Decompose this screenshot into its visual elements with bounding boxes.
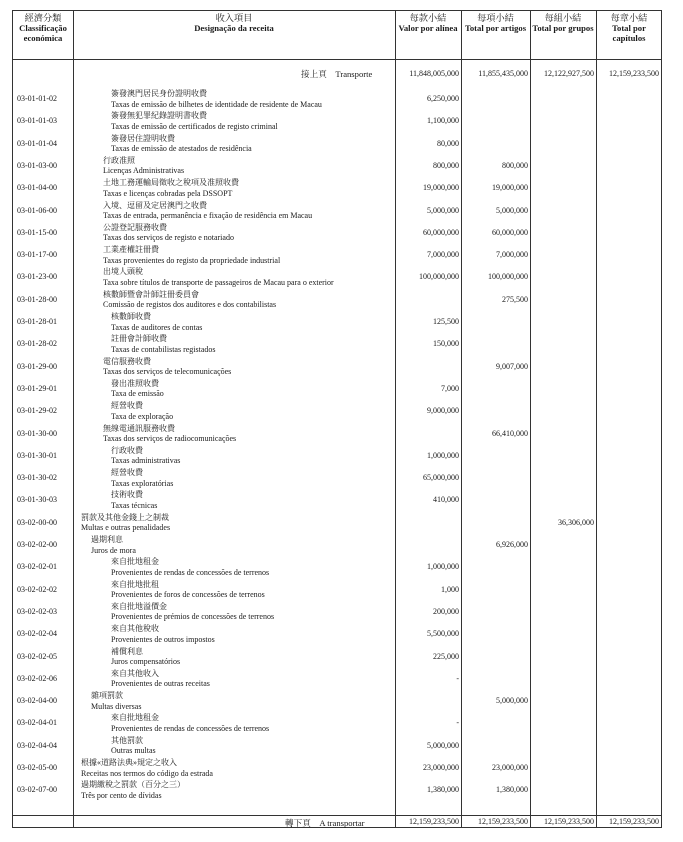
header-classification-zh: 經濟分類: [24, 13, 62, 23]
row-designation-pt: Outras multas: [111, 746, 156, 756]
row-designation-pt: Juros compensatórios: [111, 657, 181, 666]
row-code: 03-01-29-00: [17, 361, 57, 371]
row-designation: [91, 535, 136, 556]
row-designation: [103, 156, 184, 177]
row-artigos-value: 5,000,000: [496, 205, 528, 215]
row-designation-pt: Três por cento de dívidas: [81, 790, 162, 800]
row-designation-zh: 來自其他稅收: [111, 624, 159, 634]
row-alinea-value: 80,000: [437, 138, 459, 148]
row-alinea-value: 125,500: [433, 317, 459, 326]
row-code: 03-01-30-01: [17, 450, 57, 460]
row-designation-zh: 補償利息: [111, 646, 143, 656]
row-alinea-value: -: [456, 673, 459, 683]
header-artigos-zh: 每項小結: [477, 13, 514, 23]
row-designation-pt: Provenientes de outros impostos: [111, 634, 215, 644]
row-designation-zh: 行政收費: [111, 445, 143, 455]
row-code: 03-02-02-03: [17, 606, 57, 616]
row-alinea-value: 200,000: [433, 606, 459, 616]
transport-in-label: [301, 68, 372, 80]
row-designation-zh: 核數師收費: [111, 312, 151, 321]
row-designation: [81, 513, 170, 534]
row-designation: [111, 713, 269, 734]
transport-out-capitulos: 12,159,233,500: [609, 817, 659, 826]
row-artigos-value: 100,000,000: [488, 272, 528, 282]
row-alinea-value: 800,000: [433, 160, 459, 170]
row-alinea-value: 23,000,000: [423, 763, 459, 772]
row-designation-pt: Provenientes de prémios de concessões de terrenos: [111, 612, 275, 622]
transport-in-alinea: 11,848,005,000: [409, 69, 459, 78]
row-designation: [111, 312, 202, 333]
row-designation: [111, 557, 269, 578]
row-designation-pt: Provenientes de rendas de concessões de terrenos: [111, 567, 270, 577]
row-designation: [91, 691, 141, 712]
row-code: 03-02-02-04: [17, 629, 57, 639]
row-code: 03-02-05-00: [17, 763, 57, 772]
row-designation-pt: Taxas dos serviços de radiocomunicações: [103, 434, 237, 443]
row-designation: [103, 245, 280, 266]
transport-out-label-zh: 轉下頁: [285, 818, 311, 828]
row-designation-pt: Provenientes de foros de concessões de terrenos: [111, 590, 265, 600]
transport-in-grupos: 12,122,927,500: [544, 69, 594, 78]
row-alinea-value: 1,000,000: [427, 450, 459, 460]
row-artigos-value: 275,500: [502, 294, 528, 304]
row-alinea-value: 5,500,000: [427, 629, 459, 639]
column-divider: [73, 11, 74, 827]
column-divider: [395, 11, 396, 827]
row-designation-pt: Juros de mora: [91, 545, 136, 555]
row-designation-zh: 土地工務運輸局徵收之稅項及准照收費: [103, 178, 239, 188]
transport-out-grupos: 12,159,233,500: [544, 817, 594, 826]
row-designation-zh: 罰款及其他金錢上之制裁: [81, 512, 169, 522]
row-designation-pt: Taxas de emissão de certificados de registo criminal: [111, 121, 278, 131]
row-designation-zh: 發出准照收費: [111, 378, 159, 388]
row-alinea-value: 6,250,000: [427, 94, 459, 103]
row-designation-zh: 來自批地租金: [111, 557, 159, 567]
row-designation-zh: 公證登記服務收費: [103, 222, 167, 232]
row-designation-pt: Comissão de registos dos auditores e dos contabilistas: [103, 300, 277, 310]
row-designation-zh: 行政准照: [103, 155, 135, 165]
row-code: 03-01-30-02: [17, 473, 57, 483]
row-designation-zh: 入境、逗留及定居澳門之收費: [103, 200, 207, 210]
row-code: 03-02-02-05: [17, 651, 57, 661]
row-alinea-value: 5,000,000: [427, 740, 459, 750]
row-designation-pt: Taxa sobre títulos de transporte de passageiros de Macau para o exterior: [103, 277, 334, 287]
row-designation-zh: 過期繳稅之罰款（百分之三）: [81, 780, 185, 790]
row-code: 03-02-02-06: [17, 673, 57, 683]
row-artigos-value: 5,000,000: [496, 696, 528, 706]
row-designation: [111, 669, 210, 690]
header-designation: [73, 13, 395, 59]
row-artigos-value: 19,000,000: [492, 183, 528, 193]
row-code: 03-01-29-02: [17, 406, 57, 416]
row-designation: [111, 580, 265, 601]
header-grupos-zh: 每組小結: [544, 13, 582, 23]
row-designation-zh: 雜項罰款: [91, 691, 123, 701]
row-designation-pt: Taxas de contabilistas registados: [111, 344, 216, 354]
row-designation: [111, 490, 157, 511]
header-grupos-pt: Total por grupos: [532, 23, 594, 33]
row-designation-zh: 核數師暨會計師註冊委員會: [103, 289, 199, 299]
footer-divider: [13, 815, 661, 816]
row-code: 03-02-02-00: [17, 540, 57, 549]
row-designation: [111, 111, 278, 132]
row-designation: [103, 267, 334, 288]
header-designation-zh: 收入項目: [215, 13, 253, 23]
row-designation: [103, 424, 236, 445]
header-designation-pt: Designação da receita: [194, 23, 274, 33]
row-designation-pt: Taxa de emissão: [111, 389, 164, 399]
row-designation-pt: Taxas e licenças cobradas pela DSSOPT: [103, 188, 233, 198]
row-alinea-value: 1,000,000: [427, 562, 459, 572]
row-designation: [111, 446, 180, 467]
row-designation-pt: Taxas provenientes do registo da propriedade industrial: [103, 255, 281, 265]
row-alinea-value: 7,000: [441, 383, 459, 393]
row-designation: [103, 357, 231, 378]
column-divider: [596, 11, 597, 827]
row-designation: [111, 602, 274, 623]
row-code: 03-01-30-00: [17, 428, 57, 438]
header-alinea-pt: Valor por alínea: [398, 23, 458, 33]
row-alinea-value: 65,000,000: [423, 473, 459, 483]
row-designation-pt: Taxas administrativas: [111, 456, 181, 466]
row-code: 03-01-01-03: [17, 116, 57, 126]
row-designation: [111, 401, 173, 422]
row-designation-pt: Taxas de emissão de atestados de residência: [111, 144, 252, 154]
row-designation: [111, 468, 173, 489]
header-artigos-pt: Total por artigos: [464, 23, 527, 33]
row-alinea-value: -: [456, 718, 459, 728]
row-artigos-value: 9,007,000: [496, 361, 528, 371]
header-capitulos-pt: Total por capítulos: [612, 23, 646, 43]
row-artigos-value: 66,410,000: [492, 428, 528, 438]
row-designation: [111, 736, 156, 757]
row-code: 03-01-23-00: [17, 272, 57, 282]
row-artigos-value: 800,000: [502, 160, 528, 170]
row-designation-zh: 經營收費: [111, 468, 143, 478]
row-designation: [111, 89, 322, 110]
row-designation-pt: Provenientes de rendas de concessões de terrenos: [111, 723, 270, 733]
row-code: 03-01-06-00: [17, 205, 57, 215]
row-designation: [111, 624, 215, 645]
row-code: 03-01-17-00: [17, 250, 57, 260]
header-capitulos-zh: 每章小結: [610, 13, 648, 23]
row-designation-pt: Provenientes de outras receitas: [111, 679, 210, 689]
transport-in-capitulos: 12,159,233,500: [609, 69, 659, 78]
row-artigos-value: 23,000,000: [492, 763, 528, 772]
row-designation: [103, 290, 276, 311]
row-designation: [103, 178, 239, 199]
row-designation-pt: Taxas técnicas: [111, 500, 158, 510]
transport-out-artigos: 12,159,233,500: [478, 817, 528, 826]
row-designation-zh: 簽發澳門居民身份證明收費: [111, 89, 207, 98]
row-designation-pt: Taxas dos serviços de telecomunicações: [103, 367, 232, 377]
row-designation-zh: 簽發無犯罪紀錄證明書收費: [111, 111, 207, 121]
header-artigos: [461, 13, 530, 59]
row-designation-zh: 電信服務收費: [103, 356, 151, 366]
row-designation: [103, 201, 312, 222]
row-designation-zh: 簽發居住證明收費: [111, 133, 175, 143]
row-code: 03-01-01-02: [17, 94, 57, 103]
row-code: 03-01-28-00: [17, 294, 57, 304]
row-designation-zh: 工業產權註冊費: [103, 245, 159, 255]
row-designation-pt: Taxas exploratórias: [111, 478, 174, 488]
row-code: 03-01-28-02: [17, 339, 57, 349]
row-designation-pt: Taxas dos serviços de registo e notariado: [103, 233, 234, 243]
row-designation-zh: 經營收費: [111, 401, 143, 411]
header-alinea-zh: 每款小結: [409, 13, 447, 23]
row-designation: [81, 780, 185, 801]
header-classification-pt: Classificação económica: [19, 23, 67, 43]
row-designation-pt: Taxa de exploração: [111, 411, 174, 421]
row-code: 03-02-07-00: [17, 785, 57, 795]
row-designation-zh: 過期利息: [91, 535, 123, 544]
row-designation-zh: 根據«道路法典»規定之收入: [81, 758, 177, 767]
row-code: 03-02-04-04: [17, 740, 57, 750]
row-designation: [81, 758, 213, 779]
row-designation-zh: 無線電通訊服務收費: [103, 423, 175, 433]
row-designation-pt: Licenças Administrativas: [103, 166, 185, 176]
row-designation-zh: 出境人頭稅: [103, 267, 143, 277]
row-alinea-value: 7,000,000: [427, 250, 459, 260]
row-designation-zh: 其他罰款: [111, 735, 143, 745]
transport-in-label-zh: 接上頁: [301, 69, 327, 79]
transport-out-label: [285, 817, 365, 829]
row-alinea-value: 1,100,000: [427, 116, 459, 126]
row-designation-zh: 註冊會計師收費: [111, 334, 167, 344]
row-alinea-value: 100,000,000: [419, 272, 459, 282]
row-code: 03-02-02-02: [17, 584, 57, 594]
header-capitulos: [596, 13, 662, 59]
transport-in-artigos: 11,855,435,000: [478, 69, 528, 78]
row-alinea-value: 5,000,000: [427, 205, 459, 215]
row-code: 03-01-29-01: [17, 383, 57, 393]
transport-out-alinea: 12,159,233,500: [409, 817, 459, 826]
row-code: 03-02-04-01: [17, 718, 57, 728]
transport-in-label-pt: Transporte: [335, 69, 373, 79]
header-divider: [13, 59, 661, 60]
row-code: 03-01-01-04: [17, 138, 57, 148]
row-designation-zh: 來自批地租金: [111, 713, 159, 723]
row-alinea-value: 9,000,000: [427, 406, 459, 416]
row-alinea-value: 150,000: [433, 339, 459, 349]
transport-out-label-pt: A transportar: [319, 818, 365, 828]
row-designation: [111, 134, 252, 155]
row-code: 03-02-04-00: [17, 696, 57, 706]
row-code: 03-02-02-01: [17, 562, 57, 572]
row-designation-zh: 來自其他收入: [111, 668, 159, 678]
row-code: 03-02-00-00: [17, 517, 57, 527]
row-alinea-value: 410,000: [433, 495, 459, 505]
row-code: 03-01-28-01: [17, 317, 57, 326]
row-designation: [111, 647, 180, 668]
header-classification: [13, 13, 73, 59]
row-designation: [103, 223, 234, 244]
row-code: 03-01-30-03: [17, 495, 57, 505]
row-code: 03-01-03-00: [17, 160, 57, 170]
row-designation-pt: Multas e outras penalidades: [81, 523, 171, 533]
row-designation-pt: Receitas nos termos do código da estrada: [81, 768, 213, 778]
row-designation: [111, 334, 216, 355]
row-alinea-value: 225,000: [433, 651, 459, 661]
row-grupos-value: 36,306,000: [558, 517, 594, 527]
row-designation-pt: Multas diversas: [91, 701, 142, 711]
budget-table: [12, 10, 662, 828]
row-code: 03-01-04-00: [17, 183, 57, 193]
row-designation-zh: 來自批地溢價金: [111, 601, 167, 611]
row-artigos-value: 6,926,000: [496, 540, 528, 549]
row-designation-pt: Taxas de entrada, permanência e fixação de residência em Macau: [103, 211, 313, 220]
row-alinea-value: 1,380,000: [427, 785, 459, 795]
header-alinea: [395, 13, 461, 59]
row-code: 03-01-15-00: [17, 227, 57, 237]
row-alinea-value: 19,000,000: [423, 183, 459, 193]
header-grupos: [530, 13, 596, 59]
row-designation-pt: Taxas de auditores de contas: [111, 322, 203, 332]
row-artigos-value: 7,000,000: [496, 250, 528, 260]
row-artigos-value: 1,380,000: [496, 785, 528, 795]
row-alinea-value: 60,000,000: [423, 227, 459, 237]
row-designation: [111, 379, 164, 400]
row-alinea-value: 1,000: [441, 584, 459, 594]
row-designation-zh: 技術收費: [111, 490, 143, 500]
row-artigos-value: 60,000,000: [492, 227, 528, 237]
row-designation-pt: Taxas de emissão de bilhetes de identidade de residente de Macau: [111, 99, 322, 109]
column-divider: [530, 11, 531, 827]
row-designation-zh: 來自批地批租: [111, 579, 159, 589]
